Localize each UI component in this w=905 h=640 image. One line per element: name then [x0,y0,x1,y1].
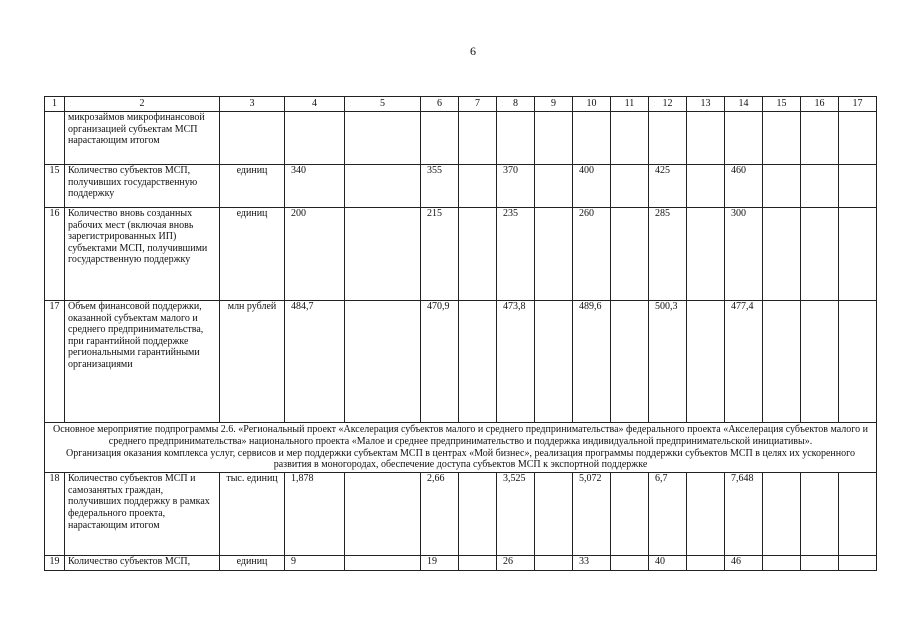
header-cell-13: 13 [687,97,725,112]
value-cell: 470,9 [421,301,459,423]
section-title: Основное мероприятие подпрограммы 2.6. «Региональный проект «Акселерация субъектов малого и среднего предпринимательства» федерального проекта «Акселерация субъектов малого и среднего предпринимательства» национального проекта «Малое и среднее предпринимательство и поддержка индивидуальной предпринимательской инициативы». [53,424,868,447]
value-cell [839,165,877,208]
header-cell-14: 14 [725,97,763,112]
row-number: 15 [45,165,65,208]
value-cell [611,165,649,208]
header-cell-3: 3 [220,97,285,112]
header-cell-2: 2 [65,97,220,112]
value-cell [611,556,649,571]
value-cell: 425 [649,165,687,208]
value-cell [535,473,573,556]
value-cell [611,301,649,423]
header-cell-7: 7 [459,97,497,112]
page-number: 6 [470,44,476,58]
value-cell: 2,66 [421,473,459,556]
value-cell: 46 [725,556,763,571]
value-cell: 215 [421,208,459,301]
value-cell: 460 [725,165,763,208]
value-cell: 9 [285,556,345,571]
value-cell [687,556,725,571]
value-cell [611,208,649,301]
value-cell [687,301,725,423]
unit-cell: тыс. единиц [220,473,285,556]
value-cell [345,556,421,571]
value-cell [345,301,421,423]
value-cell [801,208,839,301]
header-cell-10: 10 [573,97,611,112]
unit-cell: единиц [220,165,285,208]
value-cell [687,208,725,301]
value-cell: 3,525 [497,473,535,556]
value-cell: 7,648 [725,473,763,556]
value-cell: 500,3 [649,301,687,423]
continuation-row [45,112,877,165]
header-cell-12: 12 [649,97,687,112]
indicator-name: Количество субъектов МСП, [65,556,220,571]
value-cell: 355 [421,165,459,208]
unit-cell: млн рублей [220,301,285,423]
table-row [45,208,877,301]
value-cell: 33 [573,556,611,571]
value-cell [763,473,801,556]
header-cell-11: 11 [611,97,649,112]
value-cell: 285 [649,208,687,301]
value-cell [459,556,497,571]
indicator-name: Количество субъектов МСП и самозанятых граждан, получивших поддержку в рамках федерального проекта, нарастающим итогом [65,473,220,556]
value-cell [535,556,573,571]
row-number: 19 [45,556,65,571]
value-cell: 6,7 [649,473,687,556]
section-row [45,423,877,473]
indicator-name: Количество вновь созданных рабочих мест (включая вновь зарегистрированных ИП) субъектами МСП, получившими государственную поддержку [65,208,220,301]
table-row [45,301,877,423]
indicator-name: Количество субъектов МСП, получивших государственную поддержку [65,165,220,208]
value-cell: 370 [497,165,535,208]
indicator-name: Объем финансовой поддержки, оказанной субъектам малого и среднего предпринимательства, при гарантийной поддержке региональными гарантийными организациями [65,301,220,423]
value-cell [459,165,497,208]
value-cell [345,473,421,556]
value-cell: 5,072 [573,473,611,556]
header-cell-5: 5 [345,97,421,112]
value-cell [763,556,801,571]
value-cell: 473,8 [497,301,535,423]
value-cell [687,165,725,208]
value-cell: 400 [573,165,611,208]
continuation-num [45,112,65,165]
value-cell: 477,4 [725,301,763,423]
value-cell [839,473,877,556]
row-number: 16 [45,208,65,301]
value-cell [763,208,801,301]
value-cell [459,301,497,423]
header-cell-16: 16 [801,97,839,112]
value-cell: 235 [497,208,535,301]
header-cell-15: 15 [763,97,801,112]
header-cell-6: 6 [421,97,459,112]
value-cell [801,556,839,571]
value-cell [611,473,649,556]
value-cell [535,301,573,423]
value-cell: 489,6 [573,301,611,423]
unit-cell: единиц [220,208,285,301]
section-cell [45,423,877,473]
value-cell [801,301,839,423]
value-cell: 19 [421,556,459,571]
value-cell [839,556,877,571]
value-cell: 40 [649,556,687,571]
value-cell [763,165,801,208]
value-cell [459,473,497,556]
value-cell [801,473,839,556]
header-cell-1: 1 [45,97,65,112]
value-cell [839,301,877,423]
value-cell [345,208,421,301]
indicators-table [44,96,877,571]
header-cell-17: 17 [839,97,877,112]
continuation-text: микрозаймов микрофинансовой организацией субъектам МСП нарастающим итогом [65,112,220,165]
table-row [45,556,877,571]
table-row [45,473,877,556]
section-description: Организация оказания комплекса услуг, сервисов и мер поддержки субъектам МСП в центрах «Мой бизнес», реализация программы поддержки субъектов МСП в целях их ускоренного развития в моногородах, обеспечение доступа субъектов МСП к экспортной поддержке [66,447,855,471]
value-cell [801,165,839,208]
value-cell: 200 [285,208,345,301]
value-cell: 260 [573,208,611,301]
value-cell: 1,878 [285,473,345,556]
value-cell: 300 [725,208,763,301]
value-cell: 26 [497,556,535,571]
value-cell [535,208,573,301]
header-cell-4: 4 [285,97,345,112]
value-cell [345,165,421,208]
header-row [45,97,877,112]
row-number: 17 [45,301,65,423]
unit-cell: единиц [220,556,285,571]
value-cell: 484,7 [285,301,345,423]
value-cell [839,208,877,301]
value-cell [687,473,725,556]
header-cell-8: 8 [497,97,535,112]
table-row [45,165,877,208]
value-cell [535,165,573,208]
row-number: 18 [45,473,65,556]
value-cell: 340 [285,165,345,208]
value-cell [763,301,801,423]
header-cell-9: 9 [535,97,573,112]
value-cell [459,208,497,301]
